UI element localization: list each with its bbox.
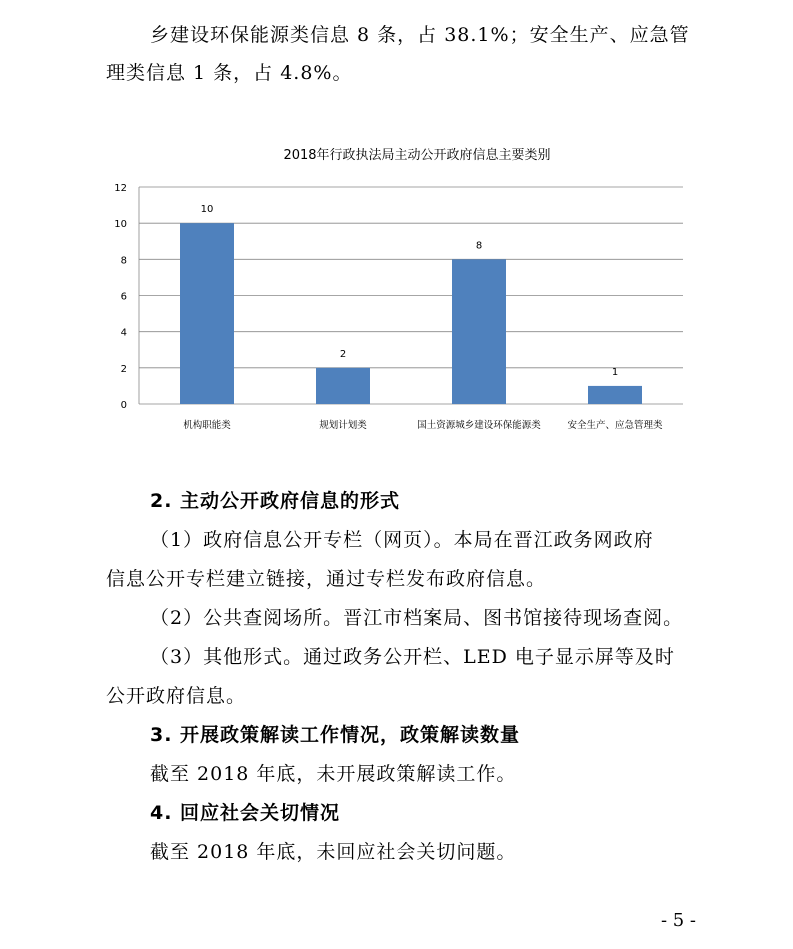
y-tick-label: 10 bbox=[114, 219, 127, 231]
x-tick-label: 国土资源城乡建设环保能源类 bbox=[417, 420, 541, 431]
paragraph-line: 截至 2018 年底，未开展政策解读工作。 bbox=[150, 763, 517, 785]
data-label: 1 bbox=[611, 366, 619, 378]
paragraph-line: （2）公共查阅场所。晋江市档案局、图书馆接待现场查阅。 bbox=[150, 607, 684, 629]
paragraph-line: （1）政府信息公开专栏（网页）。本局在晋江政务网政府 bbox=[150, 529, 654, 551]
data-label: 8 bbox=[475, 240, 483, 252]
paragraph-line: （3）其他形式。通过政务公开栏、LED 电子显示屏等及时 bbox=[150, 646, 675, 668]
bar bbox=[316, 368, 370, 404]
y-tick-label: 6 bbox=[120, 291, 127, 303]
data-label: 2 bbox=[339, 348, 347, 360]
chart-title: 2018年行政执法局主动公开政府信息主要类别 bbox=[283, 148, 551, 163]
bar-chart bbox=[100, 135, 700, 445]
bar bbox=[452, 259, 506, 404]
section-heading: 3. 开展政策解读工作情况，政策解读数量 bbox=[150, 724, 521, 746]
paragraph-line: 乡建设环保能源类信息 8 条，占 38.1%；安全生产、应急管 bbox=[150, 24, 690, 46]
section-heading: 2. 主动公开政府信息的形式 bbox=[150, 490, 401, 512]
bar bbox=[180, 223, 234, 404]
paragraph-line: 理类信息 1 条，占 4.8%。 bbox=[106, 62, 353, 84]
bar bbox=[588, 386, 642, 404]
y-tick-label: 2 bbox=[120, 363, 127, 375]
page-number: - 5 - bbox=[660, 910, 696, 931]
section-heading: 4. 回应社会关切情况 bbox=[150, 802, 341, 824]
x-tick-label: 机构职能类 bbox=[183, 420, 231, 431]
y-tick-label: 4 bbox=[120, 327, 127, 339]
x-tick-label: 安全生产、应急管理类 bbox=[567, 420, 663, 431]
data-label: 10 bbox=[200, 204, 214, 216]
paragraph-line: 公开政府信息。 bbox=[106, 685, 247, 707]
paragraph-line: 信息公开专栏建立链接，通过专栏发布政府信息。 bbox=[106, 568, 547, 590]
paragraph-line: 截至 2018 年底，未回应社会关切问题。 bbox=[150, 841, 517, 863]
y-tick-label: 0 bbox=[120, 400, 127, 411]
x-tick-label: 规划计划类 bbox=[319, 420, 367, 431]
y-tick-label: 8 bbox=[120, 255, 127, 267]
y-tick-label: 12 bbox=[114, 183, 127, 194]
